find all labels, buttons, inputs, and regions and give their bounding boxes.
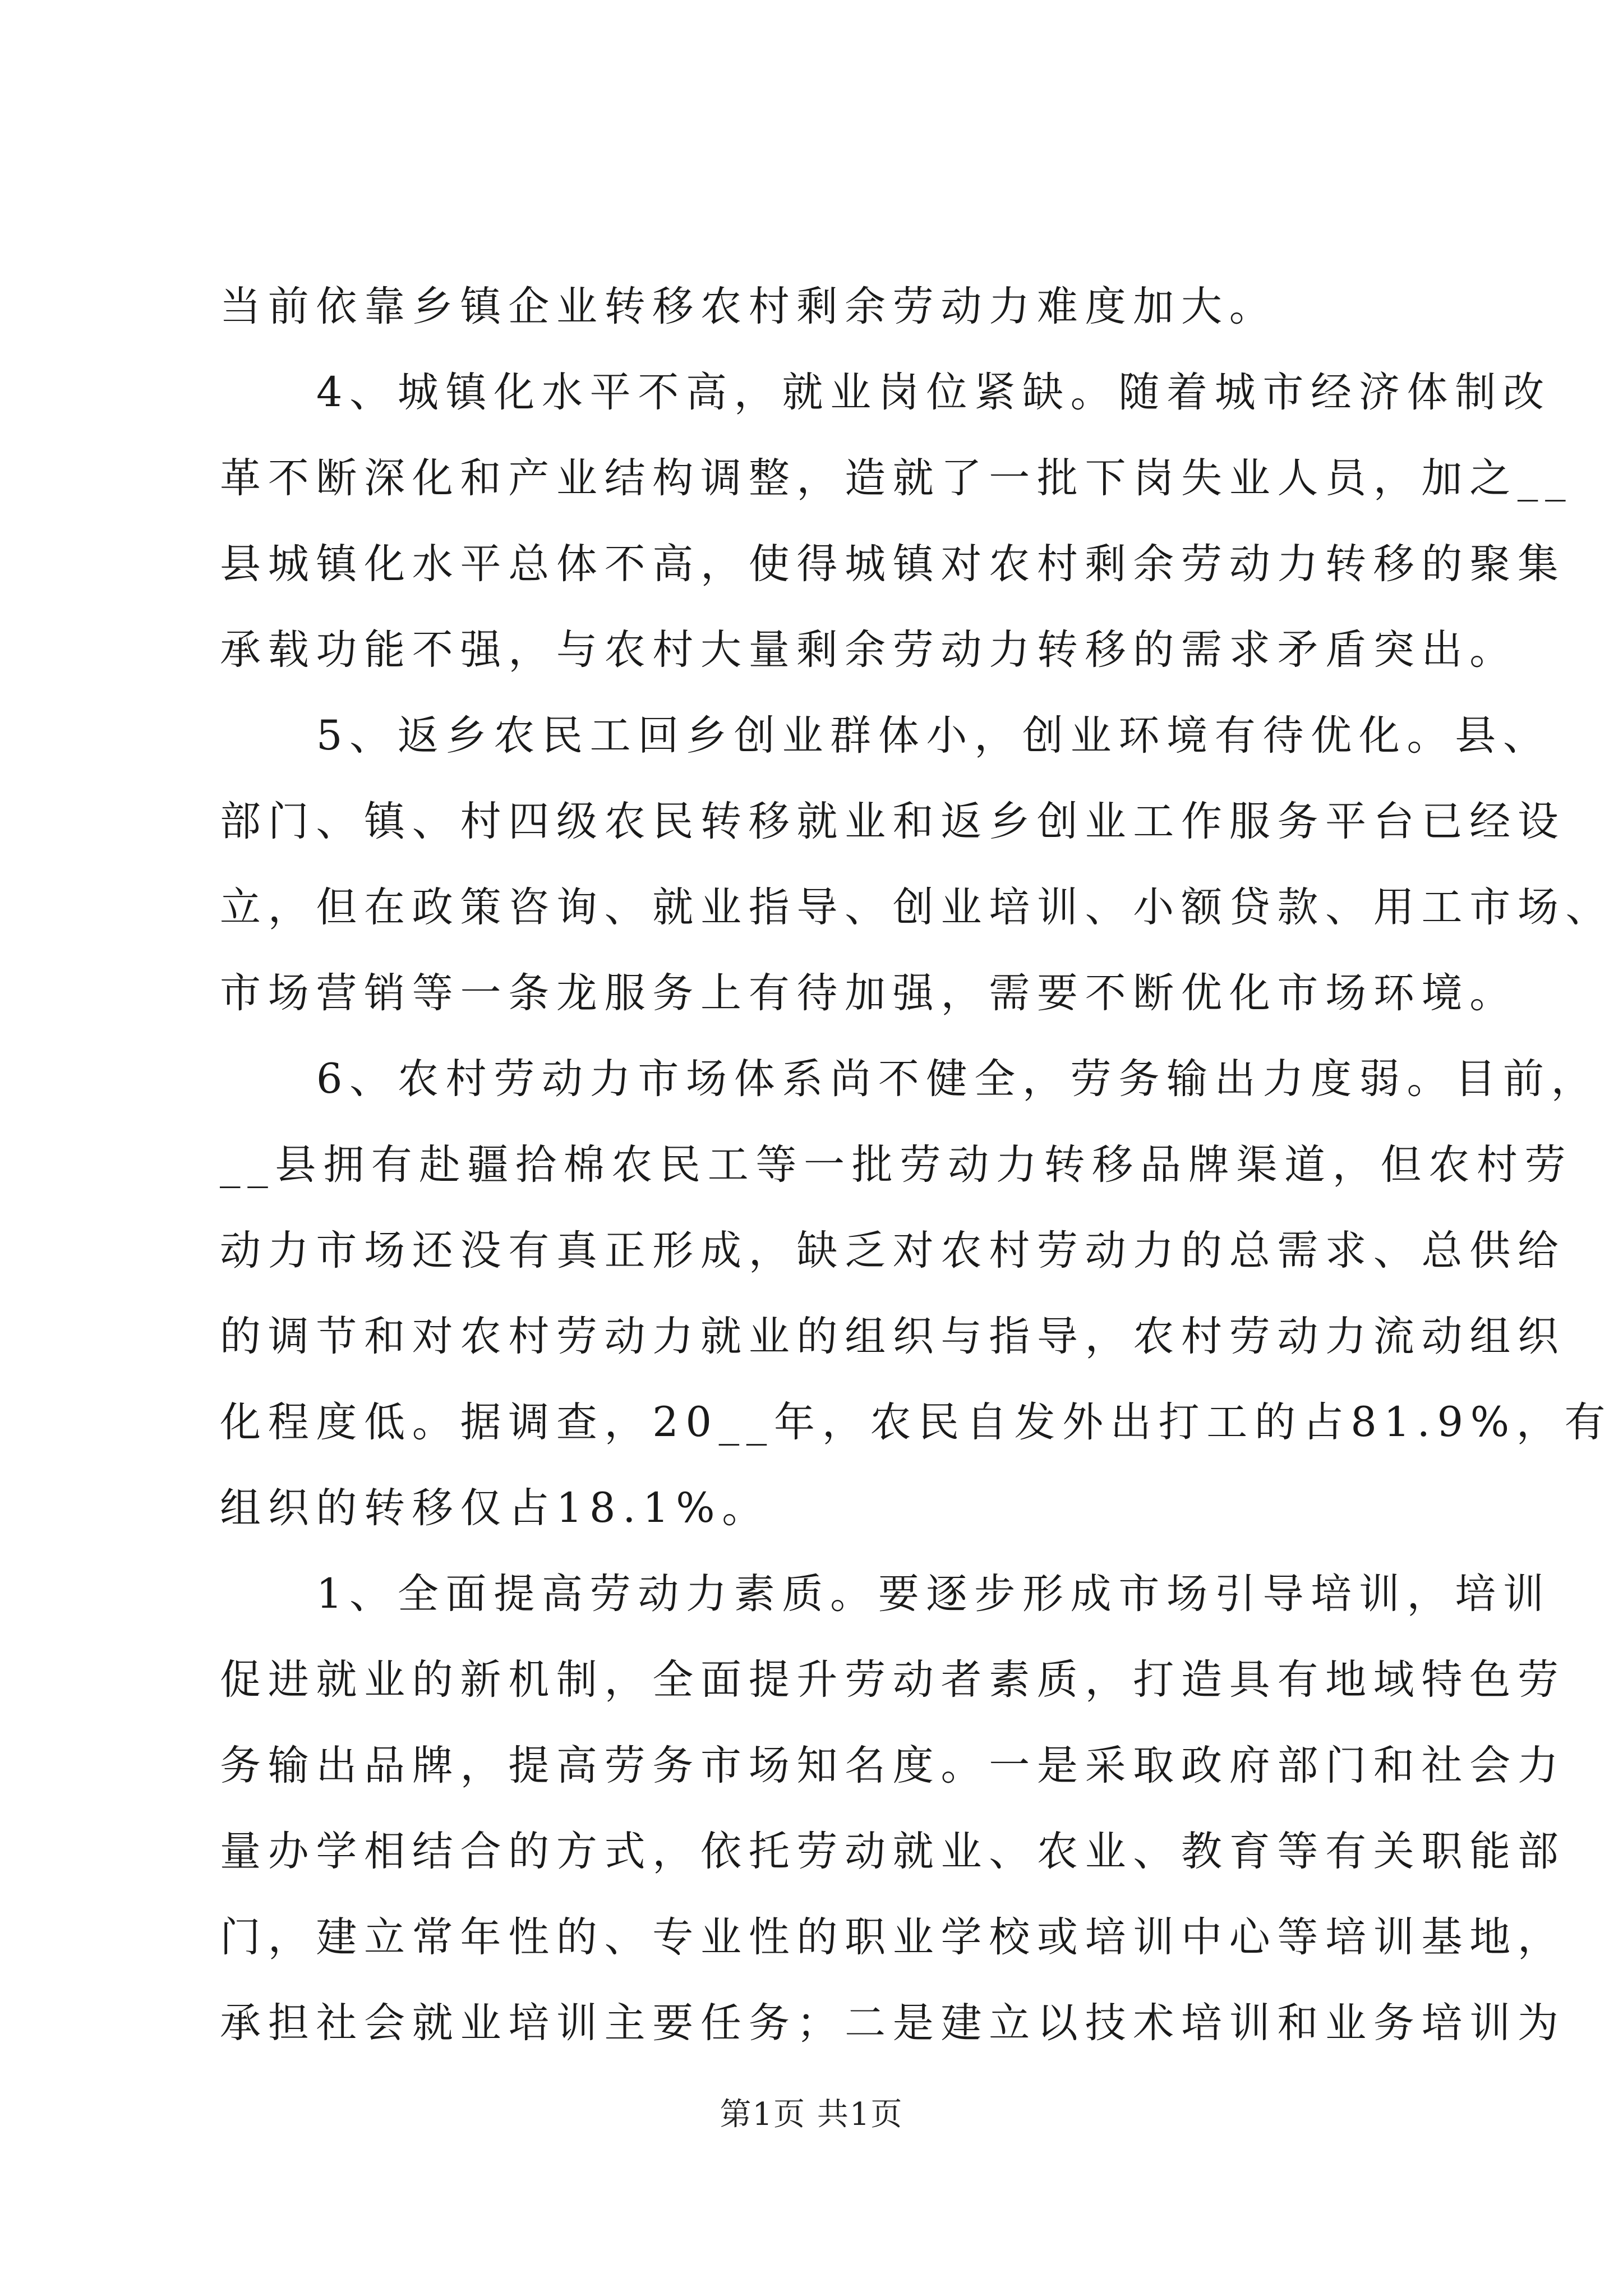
text-line: 承担社会就业培训主要任务；二是建立以技术培训和业务培训为	[220, 1999, 1566, 2047]
text-line: 化程度低。据调查，20__年，农民自发外出打工的占81.9%，有	[220, 1398, 1613, 1446]
document-body	[220, 264, 1614, 2066]
text-line: 立，但在政策咨询、就业指导、创业培训、小额贷款、用工市场、	[220, 884, 1614, 931]
text-line: 当前依靠乡镇企业转移农村剩余劳动力难度加大。	[220, 283, 1278, 330]
text-line: 门，建立常年性的、专业性的职业学校或培训中心等培训基地，	[220, 1913, 1566, 1961]
text-line: 量办学相结合的方式，依托劳动就业、农业、教育等有关职能部	[220, 1828, 1566, 1875]
text-line: 市场营销等一条龙服务上有待加强，需要不断优化市场环境。	[220, 969, 1518, 1017]
text-line: 的调节和对农村劳动力就业的组织与指导，农村劳动力流动组织	[220, 1313, 1566, 1360]
text-line: 革不断深化和产业结构调整，造就了一批下岗失业人员，加之__	[220, 454, 1573, 502]
page-number-footer: 第1页 共1页	[720, 2096, 903, 2133]
text-line: 县城镇化水平总体不高，使得城镇对农村剩余劳动力转移的聚集	[220, 540, 1566, 588]
text-line: __县拥有赴疆拾棉农民工等一批劳动力转移品牌渠道，但农村劳	[220, 1141, 1573, 1189]
text-line: 动力市场还没有真正形成，缺乏对农村劳动力的总需求、总供给	[220, 1227, 1566, 1274]
text-line: 务输出品牌，提高劳务市场知名度。一是采取政府部门和社会力	[220, 1742, 1566, 1789]
paragraph-start-line: 6、农村劳动力市场体系尚不健全，劳务输出力度弱。目前，	[316, 1055, 1599, 1103]
text-line: 部门、镇、村四级农民转移就业和返乡创业工作服务平台已经设	[220, 798, 1566, 845]
text-line: 承载功能不强，与农村大量剩余劳动力转移的需求矛盾突出。	[220, 626, 1518, 674]
text-line: 组织的转移仅占18.1%。	[220, 1484, 771, 1532]
paragraph-start-line: 1、全面提高劳动力素质。要逐步形成市场引导培训，培训	[316, 1570, 1551, 1618]
paragraph-start-line: 4、城镇化水平不高，就业岗位紧缺。随着城市经济体制改	[316, 369, 1551, 416]
text-line: 促进就业的新机制，全面提升劳动者素质，打造具有地域特色劳	[220, 1656, 1566, 1704]
paragraph-start-line: 5、返乡农民工回乡创业群体小，创业环境有待优化。县、	[316, 712, 1551, 760]
